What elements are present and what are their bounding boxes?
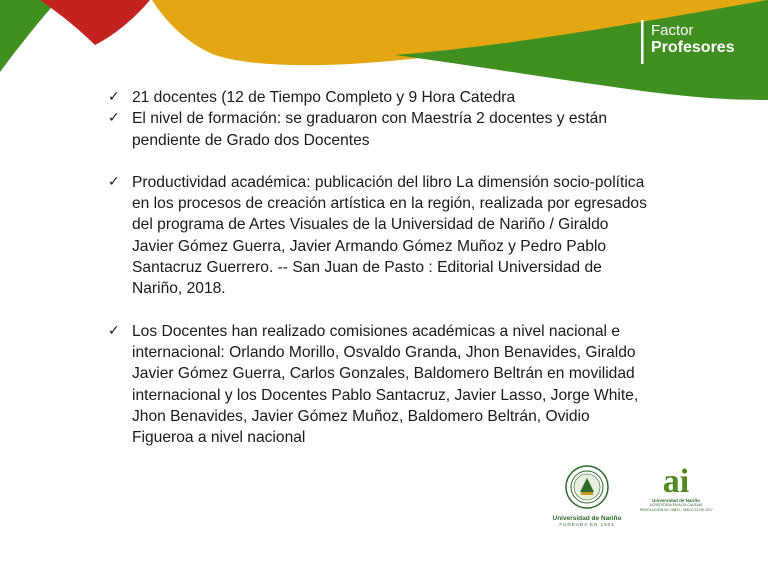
ai-accreditation-line2: RESOLUCIÓN No. 09647 - MAYO 22 DE 2017	[640, 507, 713, 512]
bullet-text: Los Docentes han realizado comisiones académicas a nivel nacional e internacional: Orlando Morillo, Osvaldo Granda, Jhon Benavides, Giraldo Javier Gómez Guerra, Carlos Gonzales, Baldomero Beltrán en movilidad internacional y los Docentes Pablo Santacruz, Javier Lasso, Jorge White, Jhon Benavides, Javier Gómez Muñoz, Baldomero Beltrán, Ovidio Figueroa a nivel nacional	[132, 322, 639, 447]
section-title-line1: Factor	[651, 22, 694, 39]
check-icon: ✓	[108, 89, 120, 105]
bullet-text: Productividad académica: publicación del libro La dimensión socio-política en los procesos de creación artística en la región, realizada por egresados del programa de Artes Visuales de la Universidad de Nariño / Giraldo Javier Gómez Guerra, Javier Armando Gómez Muñoz y Pedro Pablo Santacruz Guerrero. -- San Juan de Pasto : Editorial Universidad de Nariño, 2018.	[132, 173, 647, 298]
section-title	[651, 22, 735, 58]
ai-accreditation-line1: ACREDITADA EN ALTA CALIDAD	[649, 503, 703, 507]
ai-university: Universidad de Nariño	[652, 498, 700, 503]
green-left-shape	[0, 0, 58, 72]
bullet-text: El nivel de formación: se graduaron con Maestría 2 docentes y están pendiente de Grado dos Docentes	[132, 110, 608, 149]
bullet-productividad	[108, 172, 653, 300]
check-icon: ✓	[108, 110, 120, 127]
content-list	[108, 87, 653, 448]
section-title-line2: Profesores	[651, 39, 735, 57]
accreditation-logo	[640, 463, 713, 512]
udenar-name: Universidad de Nariño	[552, 515, 622, 522]
red-shape	[40, 0, 150, 45]
ai-mark: ai	[662, 463, 690, 500]
udenar-logo	[552, 465, 622, 527]
check-icon: ✓	[108, 173, 120, 190]
bullet-docentes	[108, 87, 653, 108]
bullet-comisiones	[108, 321, 653, 449]
bullet-formacion	[108, 108, 653, 151]
check-icon: ✓	[108, 322, 120, 339]
udenar-founded: FUNDADA EN 1904	[559, 522, 615, 527]
udenar-seal-icon	[565, 465, 609, 509]
bullet-text: 21 docentes (12 de Tiempo Completo y 9 Hora Catedra	[132, 89, 516, 106]
header-divider	[641, 20, 644, 64]
